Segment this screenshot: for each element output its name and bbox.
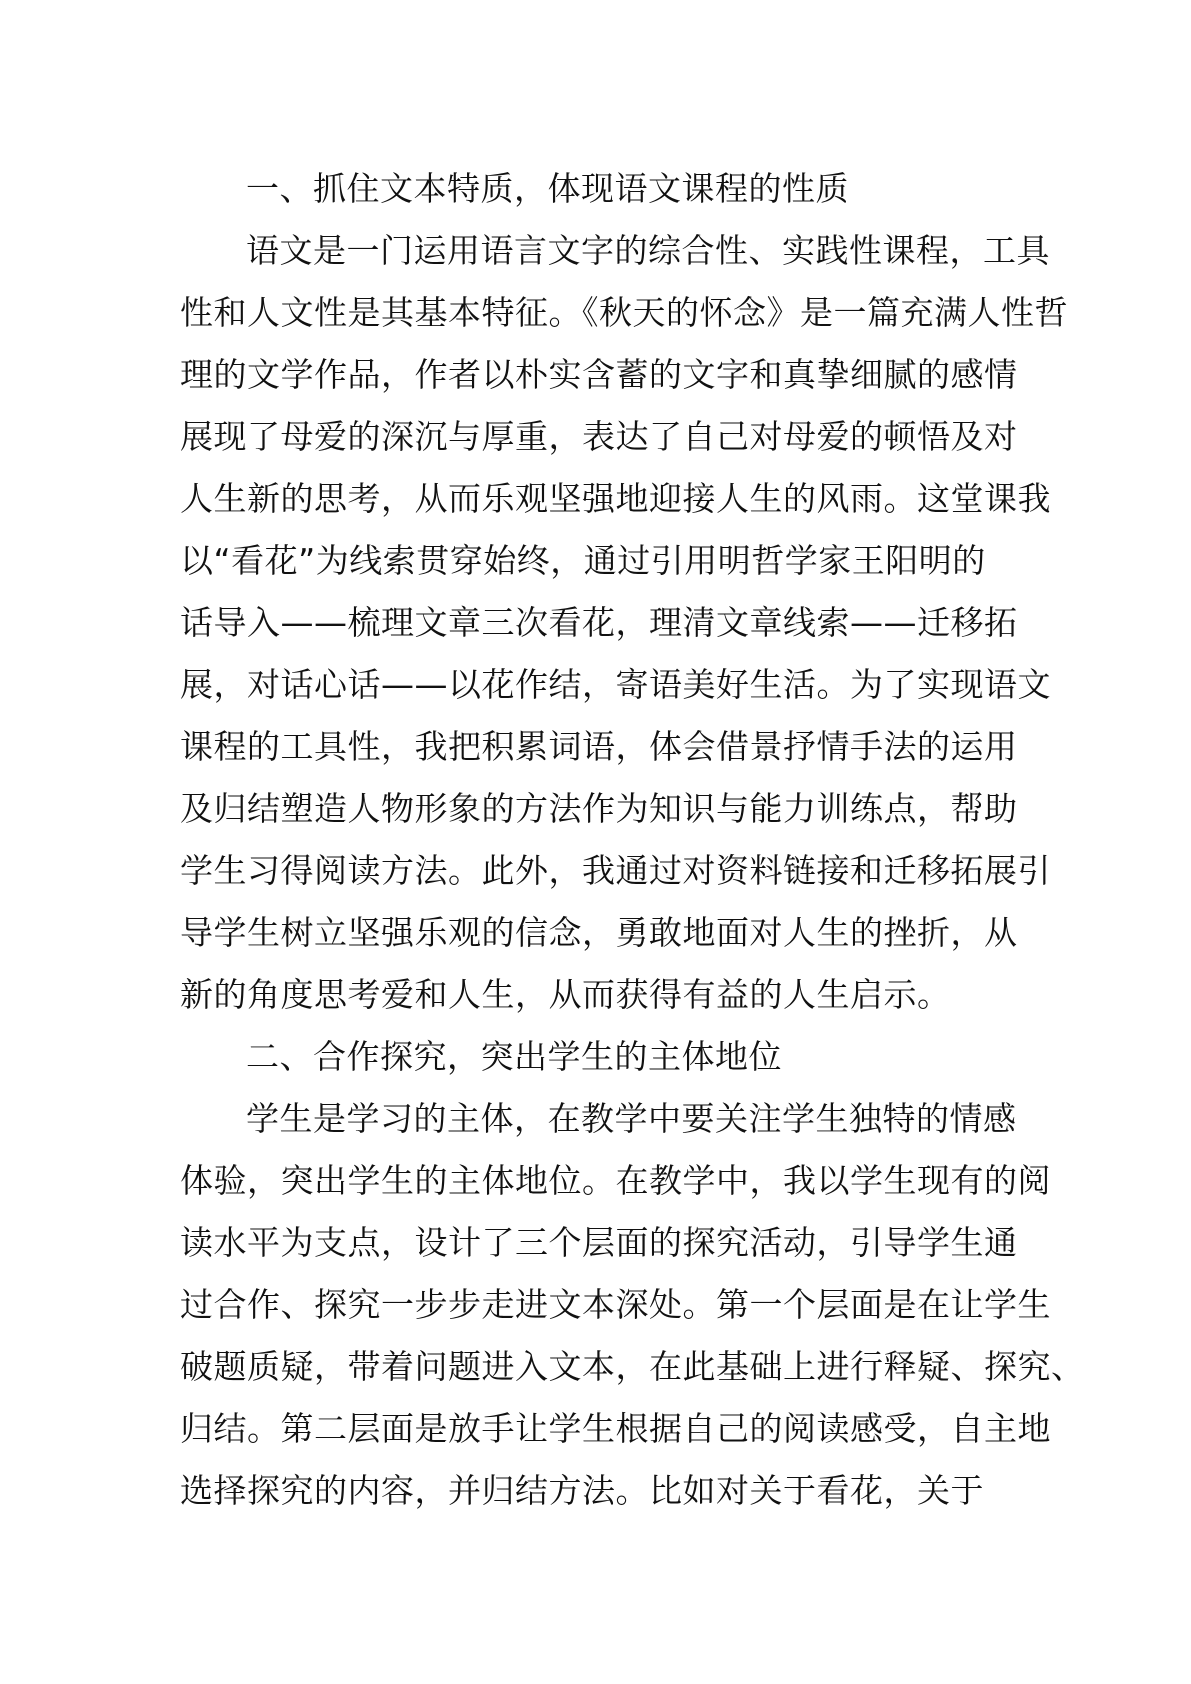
paragraph-line: 破题质疑，带着问题进入文本，在此基础上进行释疑、探究、 — [180, 1347, 1085, 1386]
paragraph-line: 导学生树立坚强乐观的信念，勇敢地面对人生的挫折，从 — [180, 913, 1018, 952]
paragraph-line: 课程的工具性，我把积累词语，体会借景抒情手法的运用 — [180, 727, 1018, 766]
paragraph-line: 语文是一门运用语言文字的综合性、实践性课程，工具 — [246, 231, 1050, 270]
paragraph-line: 学生是学习的主体，在教学中要关注学生独特的情感 — [246, 1099, 1017, 1138]
paragraph-line: 过合作、探究一步步走进文本深处。第一个层面是在让学生 — [180, 1285, 1051, 1324]
paragraph-line: 选择探究的内容，并归结方法。比如对关于看花，关于 — [180, 1471, 984, 1510]
paragraph-line: 性和人文性是其基本特征。《秋天的怀念》是一篇充满人性哲 — [180, 293, 1068, 332]
paragraph-line: 展现了母爱的深沉与厚重，表达了自己对母爱的顿悟及对 — [180, 417, 1018, 456]
paragraph-line: 展，对话心话——以花作结，寄语美好生活。为了实现语文 — [180, 665, 1051, 704]
paragraph-line: 学生习得阅读方法。此外，我通过对资料链接和迁移拓展引 — [180, 851, 1051, 890]
paragraph-line: 新的角度思考爱和人生，从而获得有益的人生启示。 — [180, 975, 951, 1014]
document-body — [180, 158, 1085, 1522]
paragraph-line: 体验，突出学生的主体地位。在教学中，我以学生现有的阅 — [180, 1161, 1051, 1200]
paragraph-line: 以“看花”为线索贯穿始终，通过引用明哲学家王阳明的 — [180, 541, 986, 580]
paragraph-line: 人生新的思考，从而乐观坚强地迎接人生的风雨。这堂课我 — [180, 479, 1051, 518]
paragraph-line: 及归结塑造人物形象的方法作为知识与能力训练点，帮助 — [180, 789, 1018, 828]
paragraph-line: 归结。第二层面是放手让学生根据自己的阅读感受，自主地 — [180, 1409, 1051, 1448]
paragraph-line: 话导入——梳理文章三次看花，理清文章线索——迁移拓 — [180, 603, 1018, 642]
section-heading-2: 二、合作探究，突出学生的主体地位 — [246, 1037, 782, 1076]
paragraph-line: 理的文学作品，作者以朴实含蓄的文字和真挚细腻的感情 — [180, 355, 1018, 394]
section-heading-1: 一、抓住文本特质，体现语文课程的性质 — [246, 169, 849, 208]
paragraph-line: 读水平为支点，设计了三个层面的探究活动，引导学生通 — [180, 1223, 1018, 1262]
